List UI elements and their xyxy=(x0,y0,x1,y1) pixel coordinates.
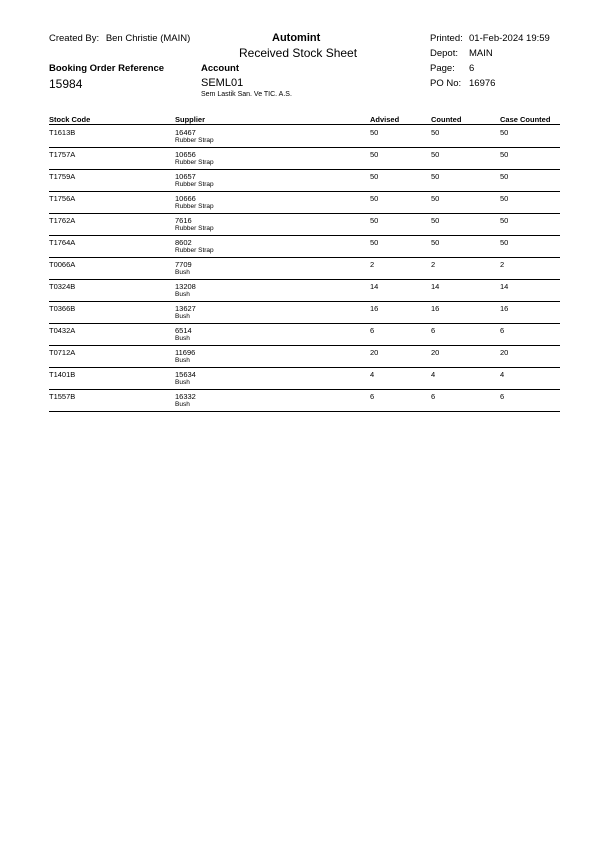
row-divider xyxy=(49,323,560,324)
advised-qty: 16 xyxy=(370,304,379,313)
po-value: 16976 xyxy=(469,78,496,89)
supplier-code: 13627 xyxy=(175,304,196,313)
advised-qty: 50 xyxy=(370,194,379,203)
stock-code: T0066A xyxy=(49,260,76,269)
case-counted-qty: 16 xyxy=(500,304,509,313)
stock-code: T0366B xyxy=(49,304,76,313)
case-counted-qty: 50 xyxy=(500,150,509,159)
po-label: PO No: xyxy=(430,78,462,89)
created-by-label: Created By: xyxy=(49,33,100,44)
row-divider xyxy=(49,257,560,258)
header-divider xyxy=(49,124,560,125)
case-counted-qty: 14 xyxy=(500,282,509,291)
stock-code: T1756A xyxy=(49,194,76,203)
case-counted-qty: 6 xyxy=(500,392,505,401)
advised-qty: 50 xyxy=(370,128,379,137)
row-divider xyxy=(49,411,560,412)
advised-qty: 20 xyxy=(370,348,379,357)
item-description: Bush xyxy=(175,379,190,386)
page-label: Page: xyxy=(430,63,455,74)
item-description: Rubber Strap xyxy=(175,247,214,254)
col-counted: Counted xyxy=(431,115,462,124)
item-description: Rubber Strap xyxy=(175,159,214,166)
row-divider xyxy=(49,169,560,170)
account-code: SEML01 xyxy=(201,77,244,89)
advised-qty: 50 xyxy=(370,172,379,181)
case-counted-qty: 6 xyxy=(500,326,505,335)
advised-qty: 2 xyxy=(370,260,375,269)
depot-label: Depot: xyxy=(430,48,458,59)
row-divider xyxy=(49,279,560,280)
counted-qty: 14 xyxy=(431,282,440,291)
stock-code: T1757A xyxy=(49,150,76,159)
stock-code: T1764A xyxy=(49,238,76,247)
depot-value: MAIN xyxy=(469,48,493,59)
item-description: Bush xyxy=(175,357,190,364)
item-description: Bush xyxy=(175,313,190,320)
counted-qty: 50 xyxy=(431,216,440,225)
stock-code: T1762A xyxy=(49,216,76,225)
case-counted-qty: 20 xyxy=(500,348,509,357)
case-counted-qty: 50 xyxy=(500,172,509,181)
counted-qty: 2 xyxy=(431,260,436,269)
advised-qty: 50 xyxy=(370,150,379,159)
case-counted-qty: 50 xyxy=(500,216,509,225)
row-divider xyxy=(49,147,560,148)
item-description: Bush xyxy=(175,269,190,276)
supplier-code: 16332 xyxy=(175,392,196,401)
advised-qty: 50 xyxy=(370,238,379,247)
advised-qty: 6 xyxy=(370,392,375,401)
counted-qty: 6 xyxy=(431,392,436,401)
advised-qty: 50 xyxy=(370,216,379,225)
row-divider xyxy=(49,235,560,236)
stock-code: T1557B xyxy=(49,392,76,401)
counted-qty: 50 xyxy=(431,194,440,203)
supplier-code: 10657 xyxy=(175,172,196,181)
booking-value: 15984 xyxy=(49,77,83,91)
stock-code: T0324B xyxy=(49,282,76,291)
item-description: Bush xyxy=(175,401,190,408)
counted-qty: 16 xyxy=(431,304,440,313)
counted-qty: 50 xyxy=(431,172,440,181)
supplier-code: 10666 xyxy=(175,194,196,203)
stock-code: T1401B xyxy=(49,370,76,379)
created-by xyxy=(49,33,190,44)
col-stock-code: Stock Code xyxy=(49,115,91,124)
created-by-value: Ben Christie (MAIN) xyxy=(105,33,191,44)
stock-code: T0432A xyxy=(49,326,76,335)
supplier-code: 15634 xyxy=(175,370,196,379)
printed-label: Printed: xyxy=(430,33,463,44)
account-label: Account xyxy=(201,63,239,74)
row-divider xyxy=(49,191,560,192)
counted-qty: 4 xyxy=(431,370,436,379)
supplier-code: 11696 xyxy=(175,348,196,357)
item-description: Rubber Strap xyxy=(175,137,214,144)
supplier-code: 7616 xyxy=(175,216,192,225)
case-counted-qty: 2 xyxy=(500,260,505,269)
advised-qty: 4 xyxy=(370,370,375,379)
counted-qty: 6 xyxy=(431,326,436,335)
account-name: Sem Lastik San. Ve TIC. A.S. xyxy=(201,91,292,98)
counted-qty: 20 xyxy=(431,348,440,357)
printed-value: 01-Feb-2024 19:59 xyxy=(469,33,550,44)
row-divider xyxy=(49,301,560,302)
counted-qty: 50 xyxy=(431,238,440,247)
stock-code: T0712A xyxy=(49,348,76,357)
counted-qty: 50 xyxy=(431,150,440,159)
row-divider xyxy=(49,345,560,346)
row-divider xyxy=(49,367,560,368)
item-description: Rubber Strap xyxy=(175,203,214,210)
case-counted-qty: 50 xyxy=(500,238,509,247)
supplier-code: 16467 xyxy=(175,128,196,137)
case-counted-qty: 50 xyxy=(500,128,509,137)
item-description: Rubber Strap xyxy=(175,225,214,232)
company-name: Automint xyxy=(272,32,321,44)
stock-code: T1759A xyxy=(49,172,76,181)
supplier-code: 8602 xyxy=(175,238,192,247)
stock-code: T1613B xyxy=(49,128,76,137)
item-description: Bush xyxy=(175,291,190,298)
case-counted-qty: 4 xyxy=(500,370,505,379)
item-description: Bush xyxy=(175,335,190,342)
counted-qty: 50 xyxy=(431,128,440,137)
col-case-counted: Case Counted xyxy=(500,115,551,124)
supplier-code: 6514 xyxy=(175,326,192,335)
row-divider xyxy=(49,389,560,390)
item-description: Rubber Strap xyxy=(175,181,214,188)
supplier-code: 7709 xyxy=(175,260,192,269)
col-supplier: Supplier xyxy=(175,115,206,124)
advised-qty: 6 xyxy=(370,326,375,335)
supplier-code: 13208 xyxy=(175,282,196,291)
col-advised: Advised xyxy=(370,115,400,124)
page-value: 6 xyxy=(469,63,475,74)
booking-label: Booking Order Reference xyxy=(49,63,165,74)
sheet-title: Received Stock Sheet xyxy=(239,46,358,60)
case-counted-qty: 50 xyxy=(500,194,509,203)
supplier-code: 10656 xyxy=(175,150,196,159)
row-divider xyxy=(49,213,560,214)
advised-qty: 14 xyxy=(370,282,379,291)
